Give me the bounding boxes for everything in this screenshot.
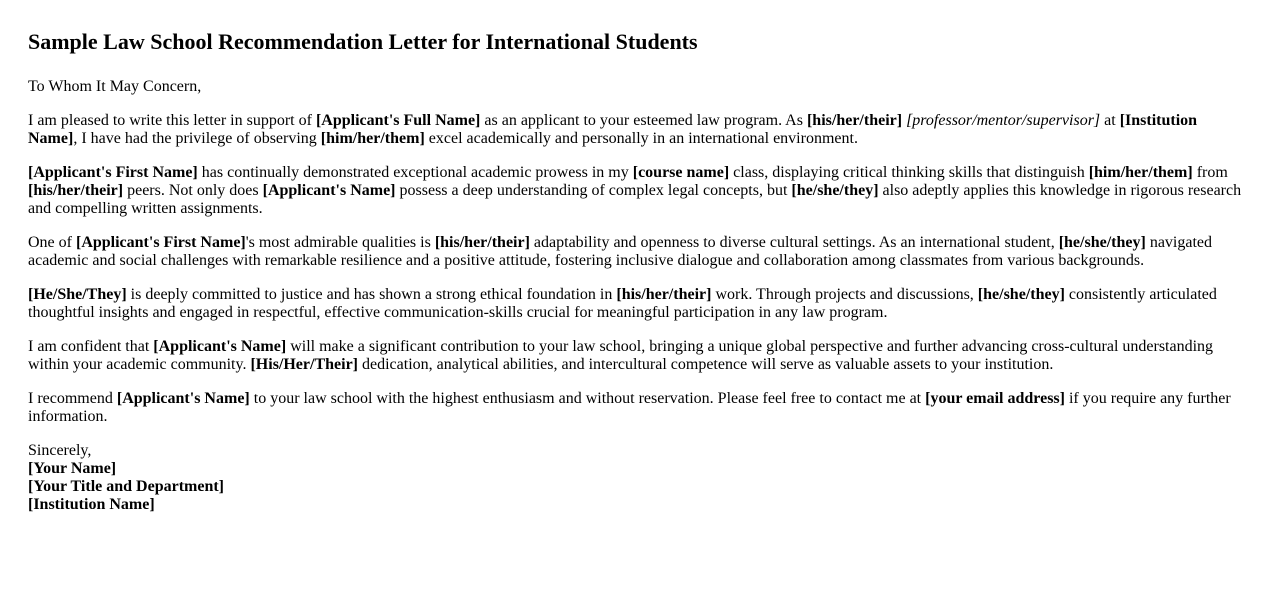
salutation: To Whom It May Concern,: [28, 78, 202, 96]
paragraph-recommendation: I recommend [Applicant's Name] to your law school with the highest enthusiasm and without reservation. Please feel free to contact me at [your email address] if you require any further information.: [28, 390, 1231, 426]
signature-block: Sincerely, [Your Name] [Your Title and Department] [Institution Name]: [28, 442, 224, 514]
paragraph-confidence: I am confident that [Applicant's Name] will make a significant contribution to your law school, bringing a unique global perspective and further advancing cross-cultural understanding within your academic community. [His/Her/Their] dedication, analytical abilities, and intercultural competence will serve as valuable assets to your institution.: [28, 338, 1214, 374]
paragraph-adaptability: One of [Applicant's First Name]'s most admirable qualities is [his/her/their] adaptability and openness to diverse cultural settings. As an international student, [he/she/they] navigated academic and social challenges with remarkable resilience and a positive attitude, fostering inclusive dialogue and collaboration among classmates from various backgrounds.: [28, 234, 1213, 270]
paragraph-introduction: I am pleased to write this letter in support of [Applicant's Full Name] as an applicant to your esteemed law program. As [his/her/their] [professor/mentor/supervisor] at [Institution Name], I have had the privilege of observing [him/her/them] excel academically and personally in an international environment.: [28, 112, 1198, 148]
page-title: Sample Law School Recommendation Letter for International Students: [28, 29, 698, 54]
paragraph-ethics: [He/She/They] is deeply committed to justice and has shown a strong ethical foundation in [his/her/their] work. Through projects and discussions, [he/she/they] consistently articulated thoughtful insights and engaged in respectful, effective communication-skills crucial for meaningful participation in any law program.: [28, 286, 1217, 322]
paragraph-academic-prowess: [Applicant's First Name] has continually demonstrated exceptional academic prowess in my [course name] class, displaying critical thinking skills that distinguish [him/her/them] from [his/her/their] peers. Not only does [Applicant's Name] possess a deep understanding of complex legal concepts, but [he/she/they] also adeptly applies this knowledge in rigorous research and compelling written assignments.: [28, 164, 1242, 218]
